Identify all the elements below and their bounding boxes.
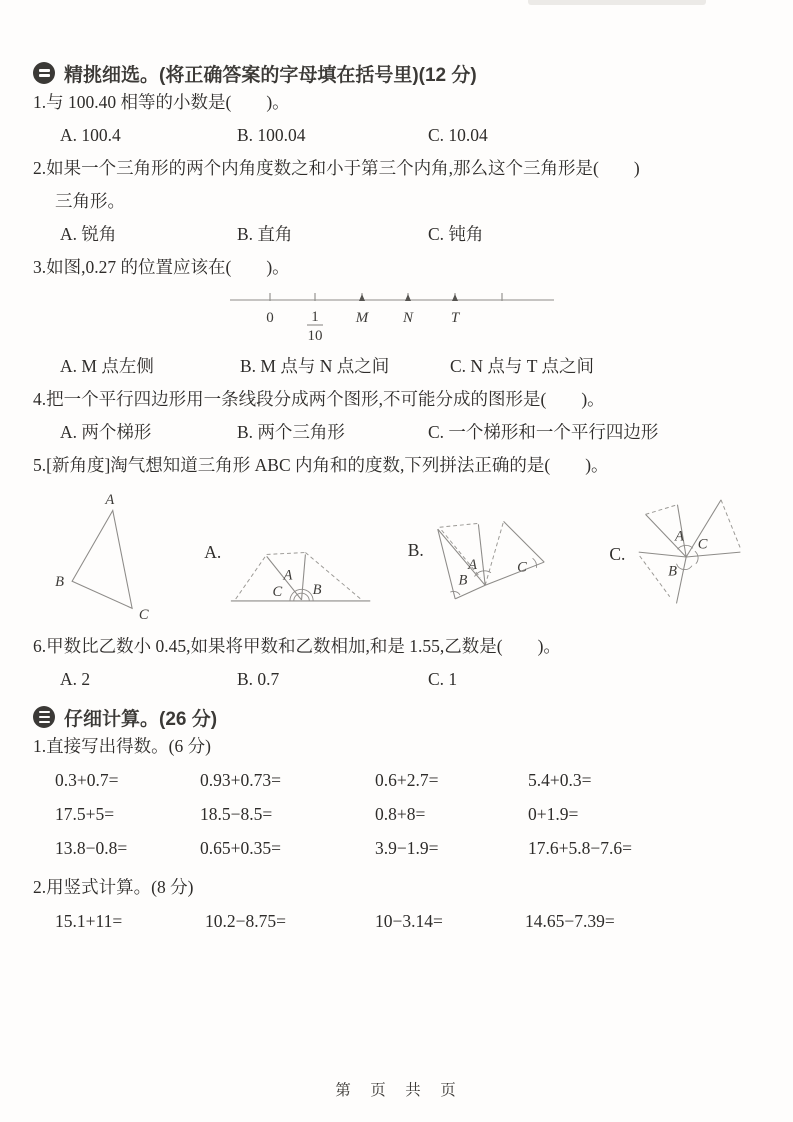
calc-problem: 0+1.9= — [528, 804, 579, 824]
calc-subsection-1 — [33, 730, 765, 865]
angle-label-b: B — [458, 572, 468, 589]
option-b: B. 100.04 — [237, 125, 306, 145]
option-c: C. 1 — [428, 669, 458, 689]
question-6 — [33, 630, 765, 696]
angle-label-c: C — [698, 536, 708, 553]
calc-problem: 18.5−8.5= — [200, 804, 273, 824]
calc-row — [33, 763, 765, 797]
calc-row — [33, 831, 765, 865]
question-text: 6.甲数比乙数小 0.45,如果将甲数和乙数相加,和是 1.55,乙数是( )。 — [33, 636, 561, 656]
question-2 — [33, 152, 765, 251]
question-text: 3.如图,0.27 的位置应该在( )。 — [33, 257, 290, 277]
section-three-icon — [33, 706, 55, 728]
calc-subsection-2 — [33, 871, 765, 938]
fraction-numerator: 1 — [311, 309, 319, 325]
angle-label-a: A — [675, 528, 685, 545]
option-a-label: A. — [204, 542, 222, 562]
option-a: A. 锐角 — [60, 224, 117, 244]
question-text: 1.与 100.40 相等的小数是( )。 — [33, 92, 290, 112]
options-row — [33, 663, 765, 696]
section-title: 精挑细选。(将正确答案的字母填在括号里)(12 分) — [64, 64, 477, 86]
calc-problem: 0.8+8= — [375, 804, 426, 824]
calc-problem: 0.6+2.7= — [375, 770, 439, 790]
vertex-label-b: B — [55, 574, 64, 591]
section-calculation-header — [33, 704, 765, 730]
calc-problem: 14.65−7.39= — [525, 911, 615, 931]
option-a: A. M 点左侧 — [60, 356, 154, 376]
vertex-label-a: A — [105, 491, 115, 508]
angle-label-b: B — [668, 563, 678, 580]
question-3 — [33, 251, 765, 383]
angle-label-a: A — [283, 567, 293, 584]
option-b-figure — [430, 510, 564, 618]
option-c: C. 10.04 — [428, 125, 488, 145]
tick-label-n: N — [402, 310, 414, 326]
point-marker-n — [405, 294, 411, 301]
option-a-figure — [227, 518, 394, 618]
option-c-label: C. — [609, 544, 626, 564]
page-footer: 第 页 共 页 — [335, 1082, 458, 1099]
angle-label-c: C — [516, 559, 527, 576]
vertex-label-c: C — [138, 606, 149, 623]
calc-problem: 15.1+11= — [55, 911, 123, 931]
option-c: C. 一个梯形和一个平行四边形 — [428, 422, 659, 442]
options-row — [33, 218, 765, 251]
option-c: C. N 点与 T 点之间 — [450, 356, 595, 376]
calc-row — [33, 797, 765, 831]
calc-problem: 17.5+5= — [55, 804, 115, 824]
calc-problem: 13.8−0.8= — [55, 838, 128, 858]
angle-label-a: A — [467, 556, 477, 573]
option-b-label: B. — [407, 540, 424, 560]
angle-label-c: C — [272, 584, 283, 601]
calc-problem: 17.6+5.8−7.6= — [528, 838, 632, 858]
calc-problem: 0.3+0.7= — [55, 770, 119, 790]
tick-label-zero: 0 — [266, 310, 274, 326]
angle-label-b: B — [312, 582, 322, 599]
question-4 — [33, 383, 765, 449]
option-a: A. 两个梯形 — [60, 422, 152, 442]
calc-problem: 10.2−8.75= — [205, 911, 286, 931]
question-5 — [33, 449, 765, 630]
option-b: B. M 点与 N 点之间 — [240, 356, 390, 376]
subsection-title: 1.直接写出得数。(6 分) — [33, 736, 211, 756]
tick-label-m: M — [355, 310, 369, 326]
option-a: A. 100.4 — [60, 125, 121, 145]
option-b: B. 两个三角形 — [237, 422, 345, 442]
options-row — [33, 119, 765, 152]
calc-problem: 3.9−1.9= — [375, 838, 439, 858]
question-text: 2.如果一个三角形的两个内角度数之和小于第三个内角,那么这个三角形是( ) — [33, 158, 640, 178]
question-text: 5.[新角度]淘气想知道三角形 ABC 内角和的度数,下列拼法正确的是( )。 — [33, 455, 609, 475]
calc-problem: 10−3.14= — [375, 911, 443, 931]
fraction-denominator: 10 — [307, 328, 323, 344]
calc-problem: 5.4+0.3= — [528, 770, 592, 790]
calc-problem: 0.93+0.73= — [200, 770, 281, 790]
option-b: B. 直角 — [237, 224, 293, 244]
option-a: A. 2 — [60, 669, 91, 689]
calc-problem: 0.65+0.35= — [200, 838, 281, 858]
subsection-title: 2.用竖式计算。(8 分) — [33, 877, 194, 897]
question-5-figures — [45, 482, 765, 630]
question-text-continued: 三角形。 — [55, 191, 125, 211]
triangle-figure-main — [45, 487, 190, 627]
question-text: 4.把一个平行四边形用一条线段分成两个图形,不可能分成的图形是( )。 — [33, 389, 605, 409]
scan-artifact — [528, 0, 706, 5]
section-two-icon — [33, 62, 55, 84]
section-title: 仔细计算。(26 分) — [64, 708, 218, 730]
question-1 — [33, 86, 765, 152]
option-c: C. 钝角 — [428, 224, 484, 244]
calc-row — [33, 904, 765, 938]
options-row — [33, 416, 765, 449]
number-line-figure — [228, 288, 765, 350]
section-multiple-choice-header — [33, 60, 765, 86]
point-marker-t — [452, 294, 458, 301]
tick-label-t: T — [450, 310, 460, 326]
option-c-figure — [631, 490, 765, 622]
options-row — [33, 350, 765, 383]
option-b: B. 0.7 — [237, 669, 280, 689]
point-marker-m — [359, 294, 365, 301]
